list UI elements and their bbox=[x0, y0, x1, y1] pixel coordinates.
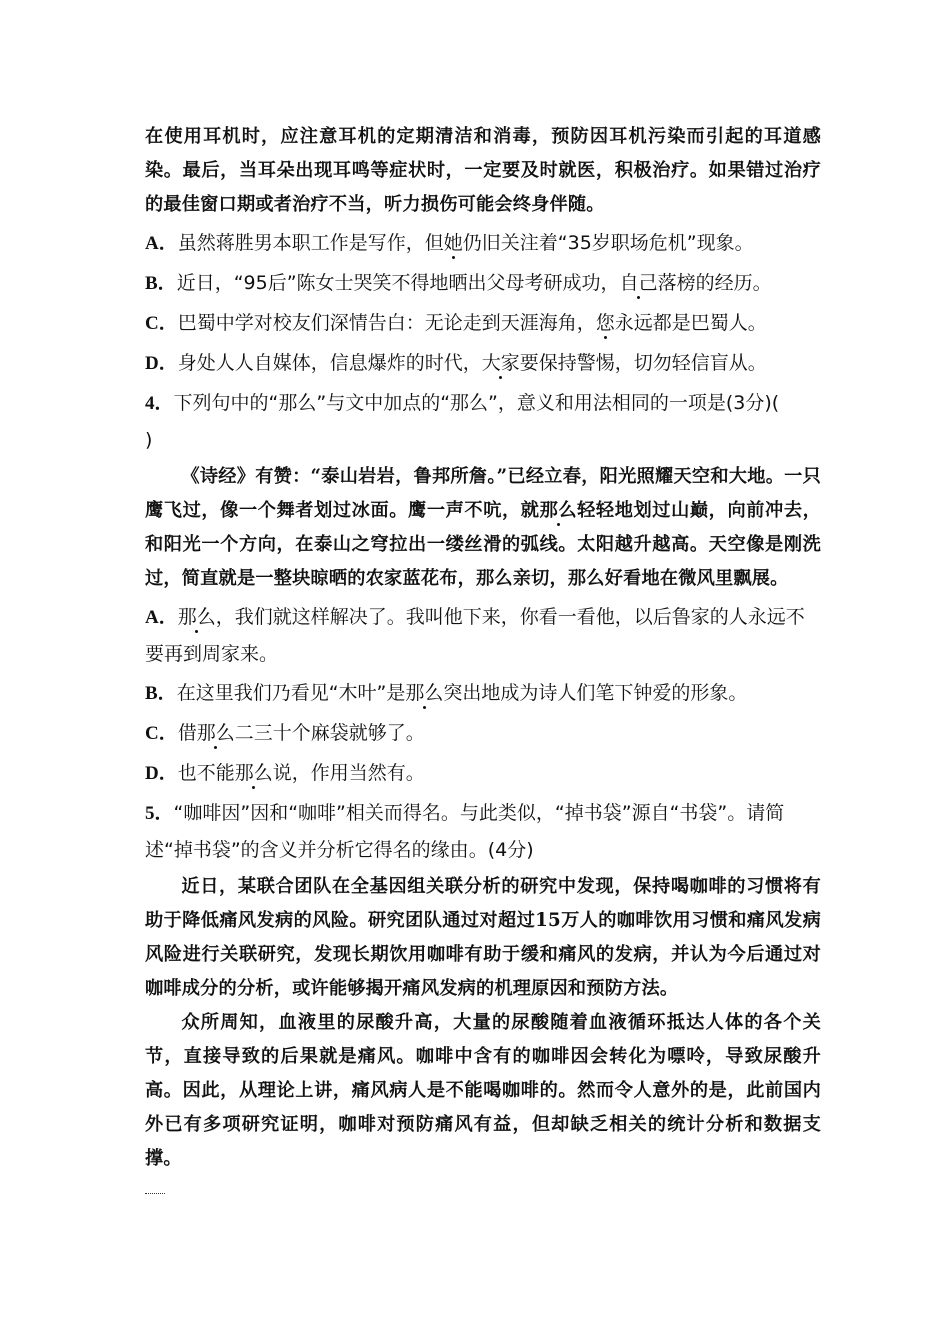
passage-coffee-1: 近日，某联合团队在全基因组关联分析的研究中发现，保持喝咖啡的习惯将有助于降低痛风发病的风险。研究团队通过对超过15万人的咖啡饮用习惯和痛风发病风险进行关联研究，发现长期饮用咖啡有助于缓和痛风的发病，并认为今后通过对咖啡成分的分析，或许能够揭开痛风发病的机理原因和预防方法。 bbox=[145, 876, 821, 999]
dotted-word: 大家 bbox=[481, 352, 520, 374]
question-5: 5．“咖啡因”因和“咖啡”相关而得名。与此类似，“掉书袋”源自“书袋”。请简述“掉书袋”的含义并分析它得名的缘由。(4分) bbox=[145, 802, 785, 861]
footer-divider bbox=[145, 1193, 165, 1194]
q3-option-a: A．虽然蒋胜男本职工作是写作，但她仍旧关注着“35岁职场危机”现象。 bbox=[145, 232, 754, 254]
q3-options bbox=[145, 225, 821, 382]
dotted-word: 您 bbox=[595, 312, 615, 334]
dotted-word: 她 bbox=[443, 232, 463, 254]
passage-coffee-2: 众所周知，血液里的尿酸升高，大量的尿酸随着血液循环抵达人体的各个关节，直接导致的后果就是痛风。咖啡中含有的咖啡因会转化为嘌呤，导致尿酸升高。因此，从理论上讲，痛风病人是不能喝咖啡的。然而令人意外的是，此前国内外已有多项研究证明，咖啡对预防痛风有益，但却缺乏相关的统计分析和数据支撑。 bbox=[145, 1012, 821, 1169]
passage-continuation: 在使用耳机时，应注意耳机的定期清洁和消毒，预防因耳机污染而引起的耳道感染。最后，当耳朵出现耳鸣等症状时，一定要及时就医，积极治疗。如果错过治疗的最佳窗口期或者治疗不当，听力损伤可能会终身伴随。 bbox=[145, 126, 821, 215]
q4-option-d: D．也不能那么说，作用当然有。 bbox=[145, 762, 425, 784]
q4-option-b: B．在这里我们乃看见“木叶”是那么突出地成为诗人们笔下钟爱的形象。 bbox=[145, 682, 748, 704]
q3-option-d: D．身处人人自媒体，信息爆炸的时代，大家要保持警惕，切勿轻信盲从。 bbox=[145, 352, 767, 374]
q4-option-c: C．借那么二三十个麻袋就够了。 bbox=[145, 722, 425, 744]
passage-taishan: 《诗经》有赞：“泰山岩岩，鲁邦所詹。”已经立春，阳光照耀天空和大地。一只鹰飞过，像一个舞者划过冰面。鹰一声不吭，就那么轻轻地划过山巅，向前冲去，和阳光一个方向，在泰山之穹拉出一缕丝滑的弧线。太阳越升越高。天空像是刚洗过，简直就是一整块晾晒的农家蓝花布，那么亲切，那么好看地在微风里飘展。 bbox=[145, 466, 821, 589]
dotted-word: 那么 bbox=[234, 762, 273, 784]
dotted-word: 那么 bbox=[405, 682, 444, 704]
q4-options bbox=[145, 599, 821, 792]
document-page bbox=[145, 120, 821, 1176]
dotted-word: 那么 bbox=[196, 722, 235, 744]
dotted-word: 那么 bbox=[539, 500, 578, 521]
dotted-word: 那么 bbox=[177, 606, 216, 628]
dotted-word: 自己 bbox=[619, 272, 658, 294]
q3-option-c: C．巴蜀中学对校友们深情告白：无论走到天涯海角，您永远都是巴蜀人。 bbox=[145, 312, 767, 334]
q3-option-b: B．近日，“95后”陈女士哭笑不得地晒出父母考研成功，自己落榜的经历。 bbox=[145, 272, 772, 294]
q4-option-a: A．那么，我们就这样解决了。我叫他下来，你看一看他，以后鲁家的人永远不要再到周家来。 bbox=[145, 606, 805, 665]
question-4: 4．下列句中的“那么”与文中加点的“那么”，意义和用法相同的一项是(3分)() bbox=[145, 392, 780, 451]
